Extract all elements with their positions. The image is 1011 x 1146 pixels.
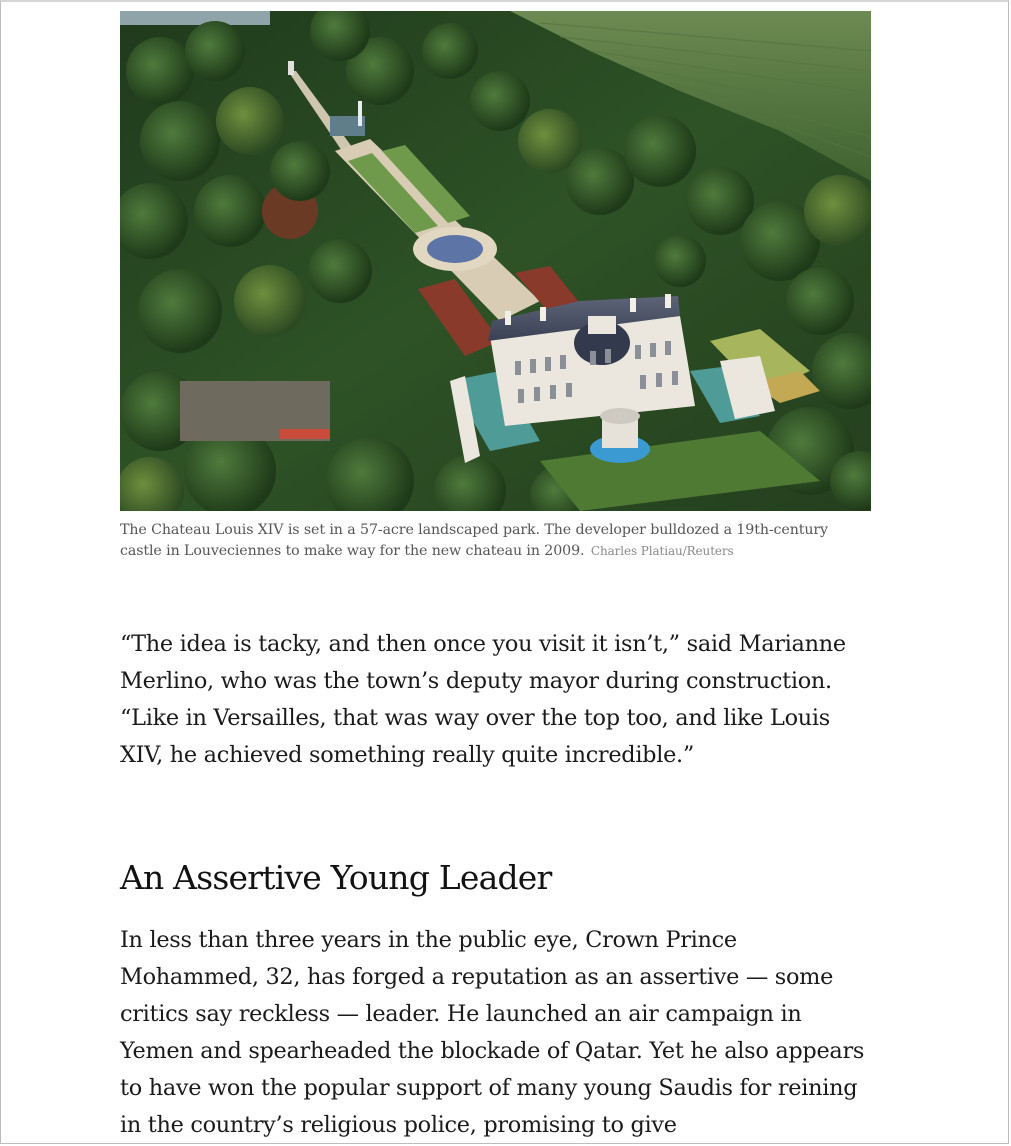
chateau-aerial-photo[interactable] [120, 11, 871, 511]
article-paragraph-1: “The idea is tacky, and then once you visit it isn’t,” said Marianne Merlino, who was the town’s deputy mayor during construction. “Like in Versailles, that was way over the top too, and like Louis XIV, he achieved something really quite incredible.” [120, 631, 846, 768]
figure-caption [120, 520, 871, 562]
article-paragraph-2: In less than three years in the public eye, Crown Prince Mohammed, 32, has forged a reputation as an assertive — some critics say reckless — leader. He launched an air campaign in Yemen and spearheaded the blockade of Qatar. Yet he also appears to have won the popular support of many young Saudis for reining in the country’s religious police, promising to give [120, 927, 865, 1138]
caption-text: The Chateau Louis XIV is set in a 57-acre landscaped park. The developer bulldozed a 19th-century castle in Louveciennes to make way for the new chateau in 2009. [120, 522, 828, 559]
section-heading: An Assertive Young Leader [120, 858, 552, 897]
photo-credit: Charles Platiau/Reuters [590, 544, 734, 558]
article-figure [120, 11, 871, 562]
